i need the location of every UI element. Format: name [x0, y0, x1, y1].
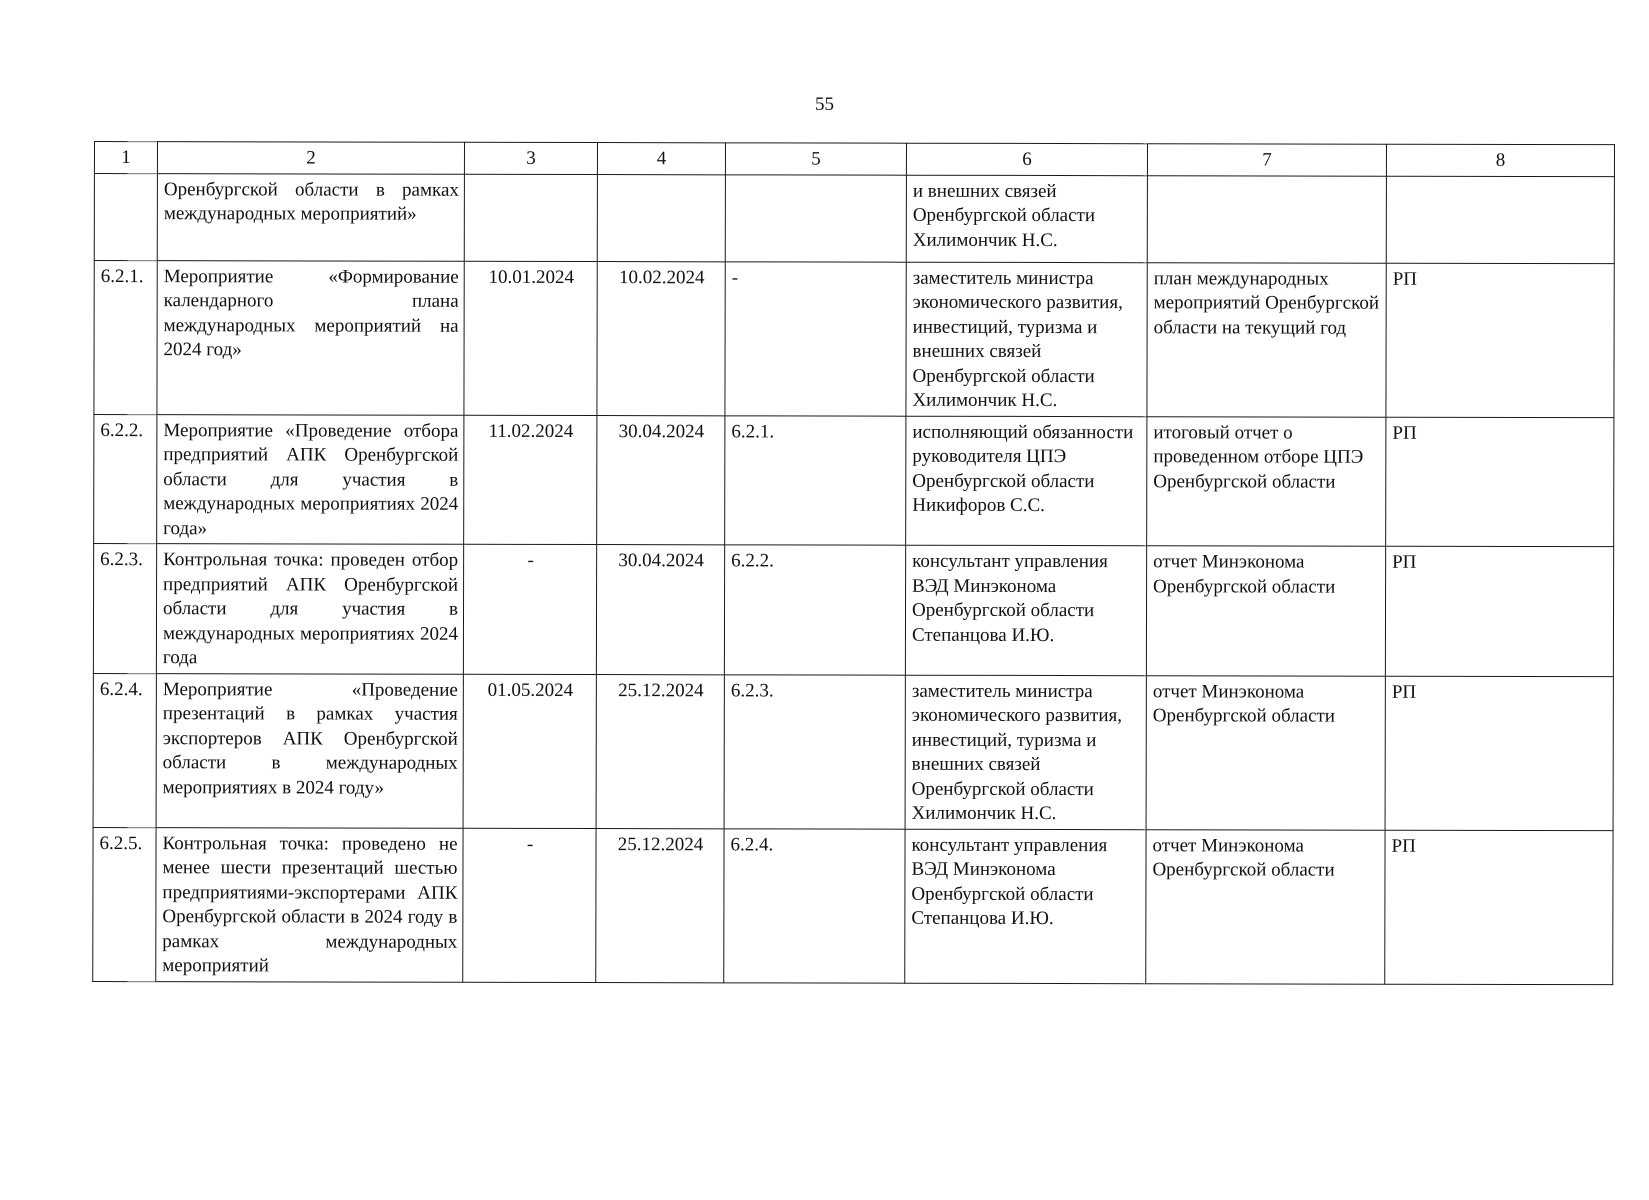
column-header: 1 — [94, 142, 157, 174]
cell-level — [1386, 176, 1614, 263]
cell-responsible: заместитель министра экономического развития, инвестиций, туризма и внешних связей Оренбургской области Хилимончик Н.С. — [905, 675, 1146, 830]
cell-responsible: консультант управления ВЭД Минэконома Оренбургской области Степанцова И.Ю. — [905, 545, 1146, 675]
cell-name: Мероприятие «Проведение отбора предприятий АПК Оренбургской области для участия в международных мероприятиях 2024 года» — [157, 414, 464, 544]
cell-responsible: и внешних связей Оренбургской области Хилимончик Н.С. — [906, 175, 1147, 263]
cell-end-date: 10.02.2024 — [597, 261, 725, 415]
cell-predecessor — [725, 174, 906, 261]
cell-name: Мероприятие «Проведение презентаций в рамках участия экспортеров АПК Оренбургской области в международных мероприятиях в 2024 году» — [156, 673, 463, 828]
cell-number: 6.2.2. — [94, 414, 157, 544]
cell-result: итоговый отчет о проведенном отборе ЦПЭ Оренбургской области — [1147, 416, 1386, 546]
header-row — [94, 142, 1614, 177]
cell-result: отчет Минэконома Оренбургской области — [1146, 546, 1385, 676]
cell-predecessor: - — [725, 261, 906, 415]
cell-level: РП — [1386, 263, 1614, 417]
cell-result: план международных мероприятий Оренбургской области на текущий год — [1147, 262, 1386, 417]
column-header: 6 — [906, 143, 1147, 175]
cell-level: РП — [1386, 417, 1614, 547]
cell-start-date: - — [463, 544, 596, 674]
cell-number — [94, 173, 157, 260]
cell-number: 6.2.4. — [93, 673, 156, 827]
cell-number: 6.2.3. — [93, 544, 156, 674]
cell-responsible: исполняющий обязанности руководителя ЦПЭ Оренбургской области Никифоров С.С. — [906, 416, 1147, 546]
table-row — [93, 544, 1613, 677]
cell-level: РП — [1385, 676, 1613, 830]
cell-level: РП — [1385, 830, 1613, 984]
cell-level: РП — [1385, 546, 1613, 676]
cell-result — [1147, 175, 1386, 263]
cell-end-date: 25.12.2024 — [596, 828, 724, 982]
cell-predecessor: 6.2.1. — [725, 415, 906, 545]
table-row — [94, 414, 1614, 547]
cell-number: 6.2.1. — [94, 260, 157, 414]
column-header: 5 — [725, 143, 906, 175]
table-row — [93, 673, 1613, 830]
cell-end-date — [597, 174, 725, 261]
column-header: 8 — [1386, 144, 1614, 176]
cell-predecessor: 6.2.4. — [724, 828, 905, 982]
cell-end-date: 25.12.2024 — [596, 674, 724, 828]
cell-name: Мероприятие «Формирование календарного плана международных мероприятий на 2024 год» — [157, 260, 464, 415]
cell-responsible: заместитель министра экономического развития, инвестиций, туризма и внешних связей Оренбургской области Хилимончик Н.С. — [906, 262, 1147, 417]
cell-predecessor: 6.2.2. — [724, 545, 905, 675]
table-row — [94, 260, 1614, 417]
cell-name: Контрольная точка: проведен отбор предприятий АПК Оренбургской области для участия в международных мероприятиях 2024 года — [156, 544, 463, 674]
cell-number: 6.2.5. — [93, 827, 156, 981]
cell-responsible: консультант управления ВЭД Минэкономa Оренбургской области Степанцова И.Ю. — [905, 829, 1146, 984]
cell-result: отчет Минэконома Оренбургской области — [1146, 829, 1385, 984]
cell-name: Оренбургской области в рамках международных мероприятий» — [157, 173, 464, 261]
cell-result: отчет Минэконома Оренбургской области — [1146, 675, 1385, 830]
cell-start-date: 11.02.2024 — [464, 415, 597, 545]
cell-start-date: 01.05.2024 — [463, 674, 596, 828]
cell-predecessor: 6.2.3. — [724, 674, 905, 828]
cell-start-date: - — [463, 828, 596, 982]
cell-end-date: 30.04.2024 — [596, 545, 724, 675]
plan-table — [92, 141, 1615, 985]
column-header: 4 — [597, 143, 725, 175]
page-number: 55 — [815, 94, 834, 115]
column-header: 3 — [464, 142, 597, 174]
column-header: 2 — [157, 142, 464, 174]
cell-start-date: 10.01.2024 — [464, 261, 597, 415]
table-row-continuation — [94, 173, 1614, 263]
table-row — [93, 827, 1613, 984]
cell-start-date — [464, 174, 597, 261]
column-header: 7 — [1147, 144, 1386, 176]
cell-end-date: 30.04.2024 — [597, 415, 725, 545]
cell-name: Контрольная точка: проведено не менее шести презентаций шестью предприятиями-экспортерами АПК Оренбургской области в 2024 году в рамках международных мероприятий — [156, 827, 463, 982]
